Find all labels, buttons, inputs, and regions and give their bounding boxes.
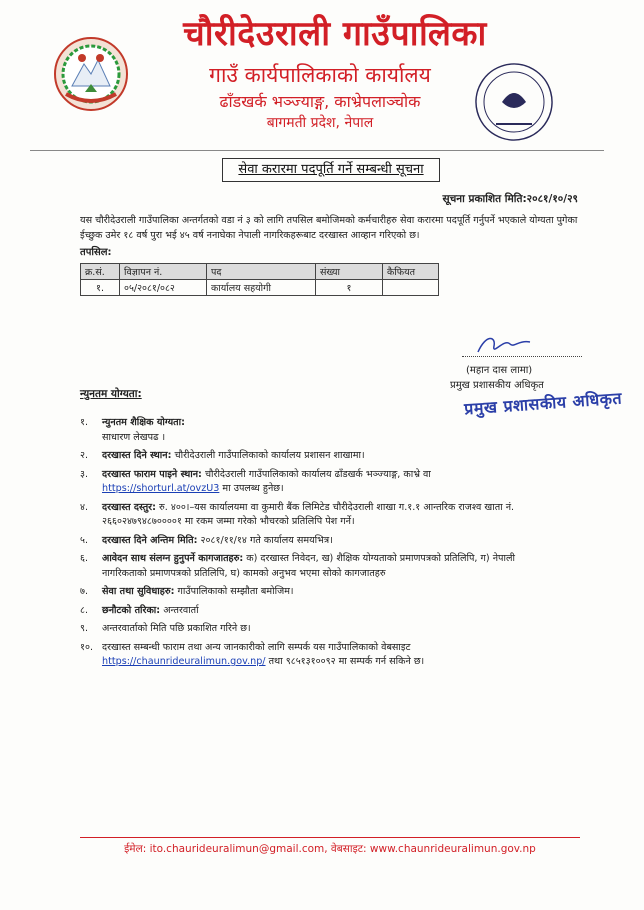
item-text: चौरीदेउराली गाउँपालिकाको कार्यालय प्रशासन शाखामा। — [171, 450, 365, 461]
notice-intro: यस चौरीदेउराली गाउँपालिका अन्तर्गतको वडा नं ३ को लागि तपसिल बमोजिमको कर्मचारीहरु सेवा करारमा पदपूर्ति गर्नुपर्ने भएकाले योग्यता पुगेका ईच्छुक उमेर १८ वर्ष पुरा भई ४५ वर्ष ननाघेका नेपाली नागरिकहरूबाट दरखास्त आव्हान गरिएको छ। — [80, 215, 578, 241]
notice-title: सेवा करारमा पदपूर्ति गर्ने सम्बन्धी सूचना — [222, 158, 440, 182]
col-post: पद — [207, 264, 316, 280]
list-item — [72, 416, 562, 445]
list-item — [72, 468, 562, 497]
item-label: छनौटको तरिका: — [102, 604, 161, 616]
office-name: गाउँ कार्यपालिकाको कार्यालय — [209, 63, 431, 87]
cell-post: कार्यालय सहयोगी — [207, 280, 316, 296]
item-number: ९. — [80, 623, 89, 634]
item-text: गाउँपालिकाको सम्झौता बमोजिम। — [174, 586, 294, 597]
website-link[interactable]: https://chaunrideuralimun.gov.np/ — [102, 656, 266, 667]
list-item — [72, 641, 562, 670]
cell-count: १ — [316, 280, 383, 296]
list-item — [72, 534, 562, 549]
designation-stamp: प्रमुख प्रशासकीय अधिकृत — [463, 388, 623, 419]
item-text: २०८१/११/१४ गते कार्यालय समयभित्र। — [197, 534, 333, 546]
signer-name: (महान दास लामा) — [466, 365, 533, 376]
schedule-label: तपसिल: — [80, 247, 112, 258]
item-text: अन्तरवार्ताको मिति पछि प्रकाशित गरिने छ। — [102, 623, 251, 634]
office-location: ढाँडखर्क भञ्ज्याङ्ग, काभ्रेपलाञ्चोक — [219, 92, 421, 111]
item-label: सेवा तथा सुविधाहरु: — [102, 586, 175, 597]
item-label: दरखास्त दिने अन्तिम मिति: — [102, 534, 198, 546]
item-text: चौरीदेउराली गाउँपालिकाको कार्यालय ढाँडखर्क भञ्ज्याङ्ग, काभ्रे वा — [201, 468, 431, 480]
cell-ad-no: ०५/२०८१/०८२ — [120, 280, 207, 296]
qualifications-list — [72, 416, 562, 674]
item-text-after: मा उपलब्ध हुनेछ। — [219, 483, 284, 494]
signature-line — [462, 356, 582, 357]
item-number: ४. — [80, 501, 89, 513]
item-label: आवेदन साथ संलग्न हुनुपर्ने कागजातहरु: — [102, 553, 244, 564]
qualifications-heading: न्युनतम योग्यता: — [80, 388, 142, 400]
item-number: १०. — [80, 641, 94, 653]
item-label: दरखास्त फाराम पाइने स्थान: — [102, 468, 202, 480]
col-serial: क्र.सं. — [81, 264, 120, 280]
publication-date: सूचना प्रकाशित मिति:२०८१/१०/२९ — [442, 193, 578, 205]
office-province: बागमती प्रदेश, नेपाल — [266, 115, 374, 131]
form-download-link[interactable]: https://shorturl.at/ovzU3 — [102, 483, 220, 494]
item-number: ६. — [80, 553, 89, 564]
list-item — [72, 449, 562, 464]
footer-contact: ईमेल: ito.chaurideuralimun@gmail.com, वेबसाइट: www.chaunrideuralimun.gov.np — [124, 843, 536, 855]
item-text: अन्तरवार्ता — [160, 604, 199, 616]
list-item — [72, 552, 562, 581]
item-text: दरखास्त सम्बन्धी फाराम तथा अन्य जानकारीको लागि सम्पर्क यस गाउँपालिकाको वेबसाइट — [102, 641, 411, 653]
col-ad-no: विज्ञापन नं. — [120, 264, 207, 280]
table-header-row — [81, 264, 439, 280]
item-text-after: तथा ९८५१३१००९२ मा सम्पर्क गर्न सकिने छ। — [265, 656, 425, 667]
list-item — [72, 622, 562, 637]
item-number: ८. — [80, 604, 89, 616]
cell-remarks — [383, 280, 439, 296]
item-text: रु. ४००।–यस कार्यालयमा वा कुमारी बैंक लिमिटेड चौरीदेउराली शाखा ग.१.१ आन्तरिक राजश्व खाता नं. २६६०२४७९४८७००००१ मा रकम जम्मा गरेको भौचरको प्रतिलिपि पेश गर्ने। — [102, 501, 515, 527]
item-number: ७. — [80, 586, 89, 597]
signer-title: प्रमुख प्रशासकीय अधिकृत — [450, 380, 544, 391]
list-item — [72, 585, 562, 600]
col-remarks: कैफियत — [383, 264, 439, 280]
col-count: संख्या — [316, 264, 383, 280]
list-item — [72, 501, 562, 530]
header-divider — [30, 150, 604, 151]
nepal-emblem-icon — [52, 34, 130, 112]
footer-divider — [80, 837, 580, 838]
item-number: ५. — [80, 534, 89, 546]
table-row — [81, 280, 439, 296]
item-label: दरखास्त दिने स्थान: — [102, 450, 172, 461]
cell-serial: १. — [81, 280, 120, 296]
org-name: चौरीदेउराली गाउँपालिका — [183, 14, 487, 54]
item-number: १. — [80, 417, 89, 428]
item-label: न्युनतम शैक्षिक योग्यता: — [102, 417, 185, 428]
item-text: क) दरखास्त निवेदन, ख) शैक्षिक योग्यताको प्रमाणपत्रको प्रतिलिपि, ग) नेपाली नागरिकताको प्रमाणपत्रको प्रतिलिपि, घ) कामको अनुभव भएमा सोको कागजातहरु — [102, 553, 515, 579]
item-text: साधारण लेखपढ । — [102, 431, 166, 443]
list-item — [72, 604, 562, 619]
item-number: ३. — [80, 468, 89, 480]
item-label: दरखास्त दस्तुर: — [102, 501, 156, 513]
vacancy-table — [80, 263, 439, 296]
item-number: २. — [80, 450, 89, 461]
office-seal-icon — [466, 54, 562, 150]
